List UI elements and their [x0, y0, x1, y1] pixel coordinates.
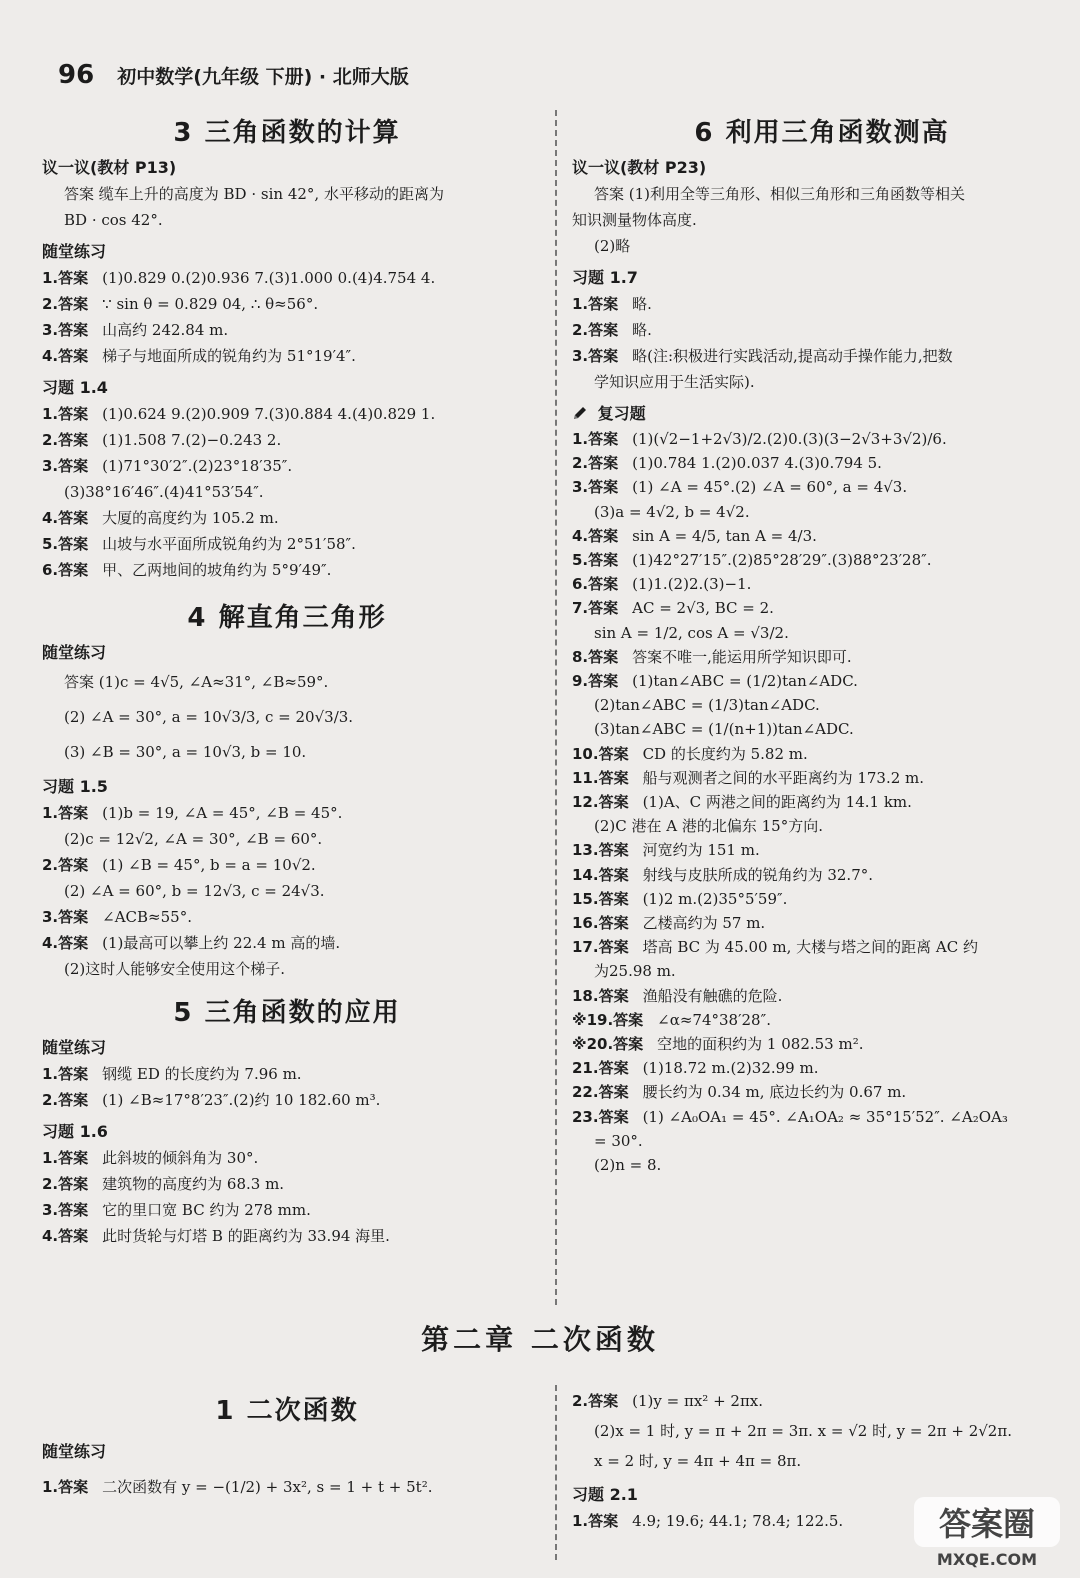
subsection-heading: 议一议(教材 P13) [42, 158, 177, 177]
answer-label: 23.答案 [572, 1107, 629, 1126]
chapter-title: 第二章 二次函数 [421, 1323, 659, 1356]
answer-label: 8.答案 [572, 647, 619, 666]
answer-line: (2)略 [594, 237, 631, 255]
answer-line [572, 742, 1072, 766]
answer-line: 答案 (1)利用全等三角形、相似三角形和三角函数等相关 [594, 185, 966, 203]
subsection-heading: 习题 1.4 [42, 378, 108, 397]
column-divider [555, 1385, 557, 1560]
answer-text: (1)y = πx² + 2πx. [632, 1392, 764, 1410]
answer-line: 答案 缆车上升的高度为 BD · sin 42°, 水平移动的距离为 [64, 185, 444, 203]
answer-line [572, 669, 1072, 693]
answer-line [572, 1032, 1072, 1056]
answer-line: BD · cos 42°. [64, 211, 163, 229]
answer-label: 18.答案 [572, 986, 629, 1005]
answer-text: (1) ∠A = 45°.(2) ∠A = 60°, a = 4√3. [632, 478, 908, 497]
answer-line [572, 838, 1072, 862]
answer-label: 6.答案 [572, 575, 619, 594]
answer-line [42, 343, 532, 369]
answer-line [572, 790, 1072, 814]
answer-list [42, 1474, 532, 1500]
answer-text: 为25.98 m. [594, 962, 676, 981]
answer-list [572, 291, 1072, 395]
answer-line [572, 1080, 1072, 1104]
answer-label: 2.答案 [42, 295, 89, 313]
answer-label: 7.答案 [572, 599, 619, 618]
answer-text: 梯子与地面所成的锐角约为 51°19′4″. [102, 347, 356, 365]
answer-list [42, 1145, 532, 1249]
answer-label: 3.答案 [572, 347, 619, 365]
answer-text: 船与观测者之间的水平距离约为 173.2 m. [642, 768, 925, 787]
answer-line [42, 401, 532, 427]
subsection-heading: 随堂练习 [42, 242, 107, 261]
answer-text: (2)x = 1 时, y = π + 2π = 3π. x = √2 时, y = 2π + 2√2π. [594, 1422, 1012, 1440]
answer-line [572, 427, 1072, 451]
section-title: 3 三角函数的计算 [173, 118, 401, 148]
answer-label: 12.答案 [572, 793, 629, 812]
answer-text: 建筑物的高度约为 68.3 m. [102, 1175, 285, 1193]
answer-label: 13.答案 [572, 841, 629, 860]
answer-line [42, 1087, 532, 1113]
subsection-heading: 随堂练习 [42, 1442, 107, 1461]
answer-line [572, 572, 1072, 596]
answer-list [572, 427, 1072, 1177]
answer-text: (3)a = 4√2, b = 4√2. [594, 502, 750, 521]
answer-line [42, 1171, 532, 1197]
review-title: 复习题 [597, 404, 646, 423]
logo-site: MXQE.COM [936, 1550, 1038, 1569]
answer-text: (3)tan∠ABC = (1/(n+1))tan∠ADC. [594, 720, 854, 739]
answer-line [572, 524, 1072, 548]
answer-list [42, 1061, 532, 1113]
answer-line [42, 1197, 532, 1223]
answer-line [572, 1129, 1072, 1153]
section-title: 4 解直角三角形 [187, 603, 387, 633]
answer-label: 5.答案 [42, 535, 89, 553]
answer-line [42, 427, 532, 453]
answer-text: sin A = 4/5, tan A = 4/3. [632, 526, 817, 545]
answer-line: 答案 (1)c = 4√5, ∠A≈31°, ∠B≈59°. [64, 673, 329, 691]
answer-line [572, 500, 1072, 524]
answer-line [42, 453, 532, 479]
answer-text: (1)2 m.(2)35°5′59″. [642, 889, 788, 908]
answer-line [572, 717, 1072, 741]
answer-label: ※19.答案 [572, 1010, 644, 1029]
answer-label: ※20.答案 [572, 1035, 644, 1054]
answer-line [572, 814, 1072, 838]
answer-text: (2)tan∠ABC = (1/3)tan∠ADC. [594, 696, 820, 715]
answer-text: 乙楼高约为 57 m. [642, 914, 766, 933]
answer-label: 4.答案 [42, 934, 89, 952]
answer-label: 1.答案 [42, 1149, 89, 1167]
section-title: 6 利用三角函数测高 [694, 118, 950, 148]
answer-text: 空地的面积约为 1 082.53 m². [657, 1035, 864, 1054]
answer-label: 5.答案 [572, 551, 619, 570]
answer-text: (1)71°30′2″.(2)23°18′35″. [102, 457, 293, 475]
page-header [58, 60, 409, 90]
answer-label: 9.答案 [572, 672, 619, 691]
answer-line [42, 1474, 532, 1500]
answer-text: 略(注:积极进行实践活动,提高动手操作能力,把数 [632, 347, 953, 365]
left-column [42, 108, 532, 1249]
answer-line [572, 343, 1072, 369]
subsection-heading: 议一议(教材 P23) [572, 158, 707, 177]
answer-text: (1)b = 19, ∠A = 45°, ∠B = 45°. [102, 804, 343, 822]
answer-line [572, 475, 1072, 499]
answer-text: ∠α≈74°38′28″. [657, 1010, 771, 1029]
review-heading [572, 401, 1072, 424]
answer-label: 1.答案 [42, 1065, 89, 1083]
answer-line [572, 317, 1072, 343]
answer-label: 21.答案 [572, 1059, 629, 1078]
answer-line [572, 369, 1072, 395]
answer-text: (1)18.72 m.(2)32.99 m. [642, 1059, 819, 1078]
answer-text: 大厦的高度约为 105.2 m. [102, 509, 279, 527]
answer-line [42, 265, 532, 291]
answer-text: 山高约 242.84 m. [102, 321, 229, 339]
book-title: 初中数学(九年级 下册) · 北师大版 [117, 66, 409, 88]
answer-label: 1.答案 [42, 1478, 89, 1496]
answer-line [42, 291, 532, 317]
answer-text: (3)38°16′46″.(4)41°53′54″. [64, 483, 264, 501]
answer-text: (2)c = 12√2, ∠A = 30°, ∠B = 60°. [64, 830, 323, 848]
answer-label: 4.答案 [572, 526, 619, 545]
answer-text: 河宽约为 151 m. [642, 841, 760, 860]
answer-text: (2)C 港在 A 港的北偏东 15°方向. [594, 817, 823, 836]
answer-text: (1)0.829 0.(2)0.936 7.(3)1.000 0.(4)4.754 4. [102, 269, 436, 287]
answer-text: 它的里口宽 BC 约为 278 mm. [102, 1201, 311, 1219]
answer-label: 4.答案 [42, 347, 89, 365]
answer-line [42, 930, 532, 956]
answer-text: (1)A、C 两港之间的距离约为 14.1 km. [642, 793, 912, 812]
answer-line [42, 878, 532, 904]
answer-line [572, 1105, 1072, 1129]
subsection-heading: 习题 1.5 [42, 777, 108, 796]
answer-line [42, 904, 532, 930]
pencil-icon [572, 405, 588, 421]
answer-label: 10.答案 [572, 744, 629, 763]
answer-label: 2.答案 [42, 1175, 89, 1193]
answer-line [572, 984, 1072, 1008]
answer-line [42, 479, 532, 505]
subsection-heading: 随堂练习 [42, 643, 107, 662]
answer-text: (1)1.508 7.(2)−0.243 2. [102, 431, 282, 449]
answer-label: 2.答案 [572, 321, 619, 339]
answer-line [572, 766, 1072, 790]
answer-label: 17.答案 [572, 938, 629, 957]
answer-line [572, 693, 1072, 717]
answer-label: 3.答案 [42, 457, 89, 475]
answer-text: (1)tan∠ABC = (1/2)tan∠ADC. [632, 672, 858, 691]
answer-line [572, 887, 1072, 911]
answer-list [42, 265, 532, 369]
answer-label: 14.答案 [572, 865, 629, 884]
answer-label: 1.答案 [42, 804, 89, 822]
answer-line [572, 1416, 1072, 1446]
answer-text: 略. [632, 321, 652, 339]
left-column-chapter2 [42, 1386, 532, 1500]
answer-text: CD 的长度约为 5.82 m. [642, 744, 808, 763]
answer-text: 略. [632, 295, 652, 313]
section-title: 5 三角函数的应用 [173, 998, 401, 1028]
answer-text: 渔船没有触礁的危险. [642, 986, 783, 1005]
answer-text: = 30°. [594, 1131, 643, 1150]
answer-line [42, 531, 532, 557]
answer-line [572, 863, 1072, 887]
answer-text: (2)这时人能够安全使用这个梯子. [64, 960, 286, 978]
answer-text: AC = 2√3, BC = 2. [632, 599, 774, 618]
logo-text: 答案圈 [938, 1505, 1036, 1543]
answer-line [42, 800, 532, 826]
answer-text: (1)最高可以攀上约 22.4 m 高的墙. [102, 934, 341, 952]
right-column [572, 108, 1072, 1177]
answer-line [42, 1061, 532, 1087]
answer-line [572, 1153, 1072, 1177]
answer-label: 22.答案 [572, 1083, 629, 1102]
answer-text: (1) ∠B≈17°8′23″.(2)约 10 182.60 m³. [102, 1091, 381, 1109]
section-title: 1 二次函数 [215, 1396, 359, 1426]
answer-text: 答案不唯一,能运用所学知识即可. [632, 647, 852, 666]
answer-text: (1) ∠A₀OA₁ = 45°. ∠A₁OA₂ ≈ 35°15′52″. ∠A₂OA₃ [642, 1107, 1008, 1126]
answer-label: 3.答案 [42, 1201, 89, 1219]
answer-list [572, 1386, 1072, 1476]
answer-line [42, 1223, 532, 1249]
answer-text: (1)0.624 9.(2)0.909 7.(3)0.884 4.(4)0.829 1. [102, 405, 436, 423]
answer-line [42, 826, 532, 852]
answer-label: 2.答案 [572, 1392, 619, 1410]
answer-label: 3.答案 [42, 908, 89, 926]
watermark-logo [912, 1495, 1062, 1570]
answer-text: (1)0.784 1.(2)0.037 4.(3)0.794 5. [632, 454, 882, 473]
answer-label: 3.答案 [42, 321, 89, 339]
answer-text: sin A = 1/2, cos A = √3/2. [594, 623, 789, 642]
subsection-heading: 习题 1.7 [572, 268, 638, 287]
answer-label: 1.答案 [42, 405, 89, 423]
answer-line [42, 505, 532, 531]
answer-line: (2) ∠A = 30°, a = 10√3/3, c = 20√3/3. [64, 708, 354, 726]
answer-label: 1.答案 [572, 1512, 619, 1530]
answer-line: (3) ∠B = 30°, a = 10√3, b = 10. [64, 743, 307, 761]
answer-line [42, 852, 532, 878]
answer-line [572, 1008, 1072, 1032]
answer-line [572, 1386, 1072, 1416]
answer-text: 甲、乙两地间的坡角约为 5°9′49″. [102, 561, 332, 579]
answer-list [42, 401, 532, 583]
answer-text: ∠ACB≈55°. [102, 908, 192, 926]
answer-text: 二次函数有 y = −(1/2) + 3x², s = 1 + t + 5t². [102, 1478, 433, 1496]
answer-label: 2.答案 [572, 454, 619, 473]
answer-text: (2) ∠A = 60°, b = 12√3, c = 24√3. [64, 882, 325, 900]
page-number: 96 [58, 60, 95, 90]
answer-label: 16.答案 [572, 914, 629, 933]
answer-line: 知识测量物体高度. [572, 211, 697, 229]
answer-line [42, 1145, 532, 1171]
answer-line [572, 451, 1072, 475]
answer-text: 4.9; 19.6; 44.1; 78.4; 122.5. [632, 1512, 844, 1530]
answer-text: (1)42°27′15″.(2)85°28′29″.(3)88°23′28″. [632, 551, 932, 570]
answer-text: 山坡与水平面所成锐角约为 2°51′58″. [102, 535, 356, 553]
answer-line [572, 1056, 1072, 1080]
answer-line [572, 645, 1072, 669]
answer-label: 11.答案 [572, 768, 629, 787]
answer-text: 腰长约为 0.34 m, 底边长约为 0.67 m. [642, 1083, 907, 1102]
answer-text: 钢缆 ED 的长度约为 7.96 m. [102, 1065, 302, 1083]
answer-text: (1)(√2−1+2√3)/2.(2)0.(3)(3−2√3+3√2)/6. [632, 430, 947, 448]
answer-label: 1.答案 [42, 269, 89, 287]
answer-line [572, 1446, 1072, 1476]
answer-label: 4.答案 [42, 509, 89, 527]
answer-line [42, 956, 532, 982]
answer-label: 2.答案 [42, 856, 89, 874]
answer-text: 塔高 BC 为 45.00 m, 大楼与塔之间的距离 AC 约 [642, 938, 978, 957]
column-divider [555, 110, 557, 1305]
answer-label: 2.答案 [42, 1091, 89, 1109]
answer-text: 学知识应用于生活实际). [594, 373, 755, 391]
answer-text: (1) ∠B = 45°, b = a = 10√2. [102, 856, 316, 874]
answer-label: 4.答案 [42, 1227, 89, 1245]
answer-line [572, 548, 1072, 572]
answer-text: 此时货轮与灯塔 B 的距离约为 33.94 海里. [102, 1227, 390, 1245]
answer-line [572, 911, 1072, 935]
subsection-heading: 随堂练习 [42, 1038, 107, 1057]
answer-line [42, 557, 532, 583]
answer-label: 6.答案 [42, 561, 89, 579]
answer-label: 3.答案 [572, 478, 619, 497]
answer-line [572, 596, 1072, 620]
answer-text: 射线与皮肤所成的锐角约为 32.7°. [642, 865, 874, 884]
answer-label: 1.答案 [572, 430, 619, 448]
subsection-heading: 习题 2.1 [572, 1485, 638, 1504]
answer-line [572, 291, 1072, 317]
answer-line [572, 959, 1072, 983]
answer-line [42, 317, 532, 343]
answer-label: 2.答案 [42, 431, 89, 449]
answer-text: 此斜坡的倾斜角为 30°. [102, 1149, 259, 1167]
answer-text: (2)n = 8. [594, 1156, 662, 1175]
answer-text: ∵ sin θ = 0.829 04, ∴ θ≈56°. [102, 295, 319, 313]
answer-line [572, 935, 1072, 959]
answer-line [572, 621, 1072, 645]
answer-text: x = 2 时, y = 4π + 4π = 8π. [594, 1452, 802, 1470]
answer-list [42, 800, 532, 982]
answer-text: (1)1.(2)2.(3)−1. [632, 575, 752, 594]
subsection-heading: 习题 1.6 [42, 1122, 108, 1141]
answer-label: 15.答案 [572, 889, 629, 908]
answer-label: 1.答案 [572, 295, 619, 313]
